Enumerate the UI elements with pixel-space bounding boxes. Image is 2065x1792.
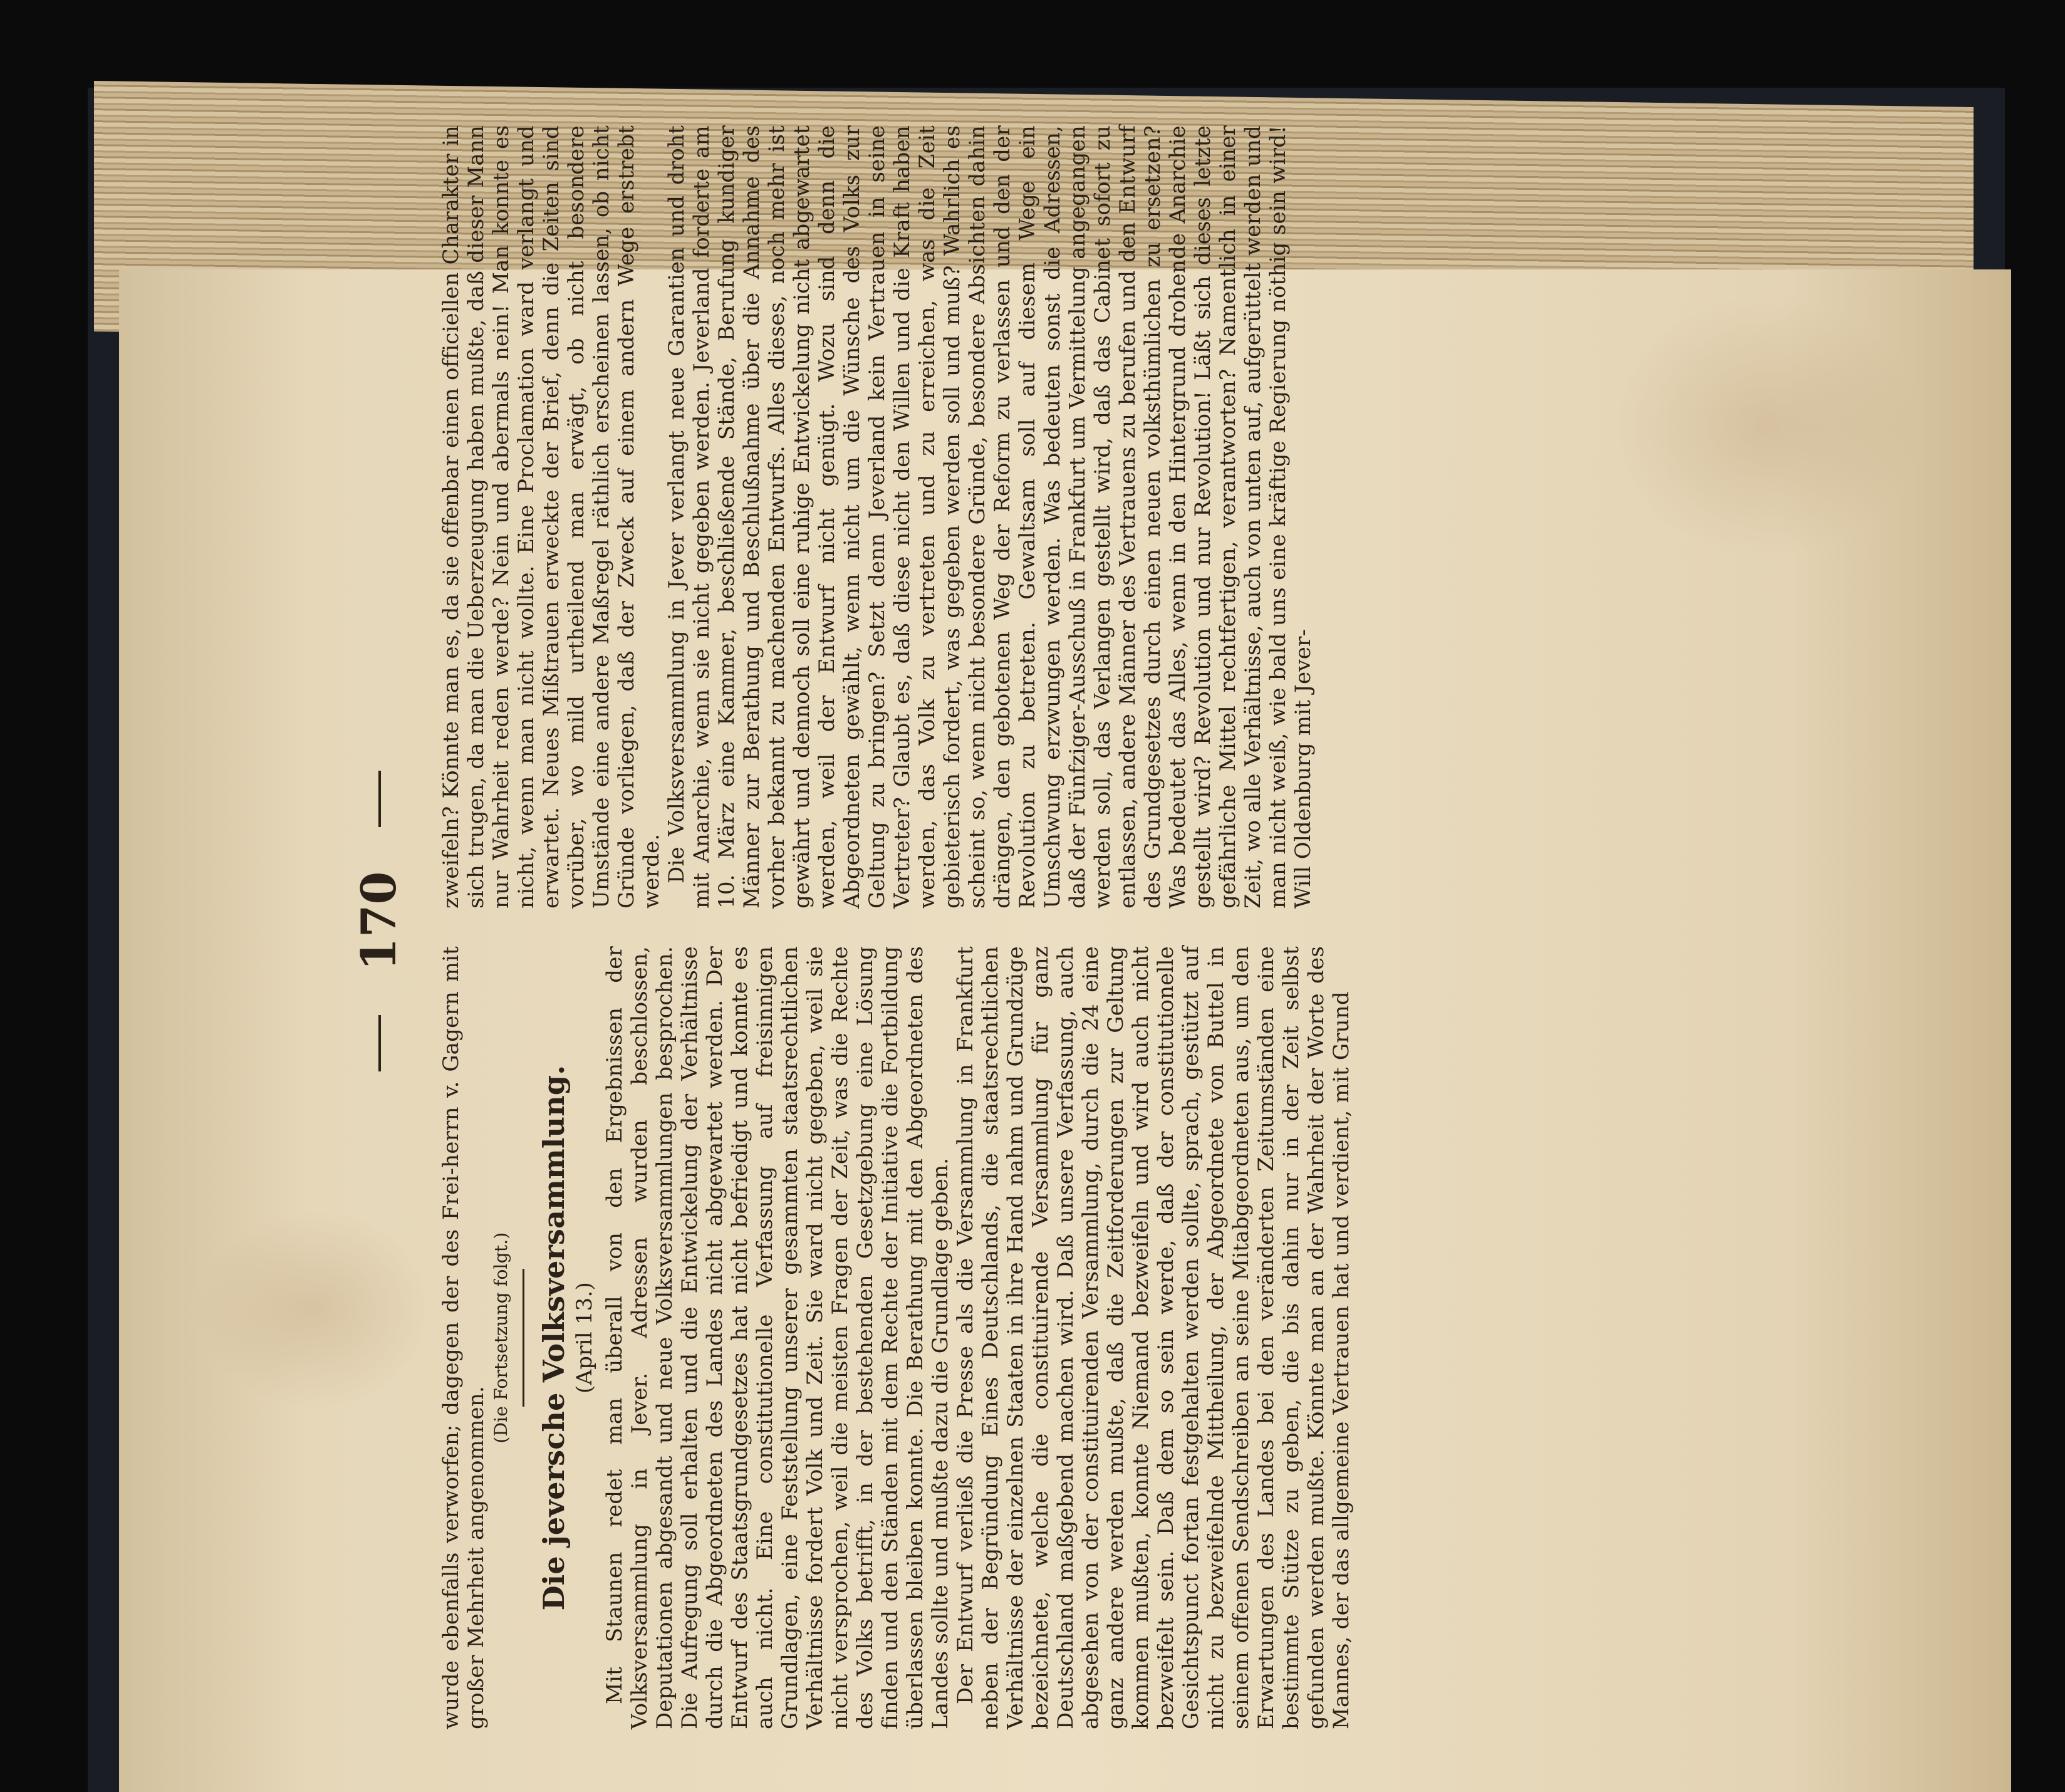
paragraph: Die Volksversammlung in Jever verlangt neue Garantien und droht mit Anarchie, wenn sie nicht gegeben werden. Jeverland forderte am 10. März eine Kammer, beschließende Stände, Berufung kundiger Männer zur Berathung und Beschlußnahme über die Annahme des vorher bekannt zu machenden Entwurfs. Alles dieses, noch mehr ist gewährt und dennoch soll eine ruhige Entwickelung nicht abgewartet werden, weil der Entwurf nicht genügt. Wozu sind denn die Abgeordneten gewählt, wenn nicht um die Wünsche des Volks zur Geltung zu bringen? Setzt denn Jeverland kein Vertrauen in seine Vertreter? Glaubt es, daß diese nicht den Willen und die Kraft haben werden, das Volk zu vertreten und zu erreichen, was die Zeit gebieterisch fordert, was gegeben werden soll und muß? Wahrlich es scheint so, wenn nicht besondere Gründe, besondere Absichten dahin drängen, den gebotenen Weg der Reform zu verlassen und den der Revolution zu betreten. Gewaltsam soll auf diesem Wege ein Umschwung erzwungen werden. Was bedeuten sonst die Adressen, daß der Fünfziger-Ausschuß in Frankfurt um Vermittelung angegangen werden soll, das Verlangen gestellt wird, daß das Cabinet sofort zu entlassen, andere Männer des Vertrauens zu berufen und den Entwurf des Grundgesetzes durch einen neuen volksthümlichen zu ersetzen? Was bedeutet das Alles, wenn in den Hintergrund drohende Anarchie gestellt wird? Revolution und nur Revolution! Läßt sich dieses letzte gefährliche Mittel rechtfertigen, verantworten? Namentlich in einer Zeit, wo alle Verhältnisse, auch von unten auf, aufgerüttelt werden und man nicht weiß, wie bald uns eine kräftige Regierung nöthig sein wird! Will Oldenburg mit Jever- [664,125,1316,909]
carryover-text: wurde ebenfalls verworfen; dagegen der des Frei-herrn v. Gagern mit großer Mehrheit angenommen. [439,946,489,1729]
paragraph: Mit Staunen redet man überall von den Ergebnissen der Volksversammlung in Jever. Adressen wurden beschlossen, Deputationen abgesandt und neue Volksversammlungen besprochen. Die Aufregung soll erhalten und die Entwickelung der Verhältnisse durch die Abgeordneten des Landes nicht abgewartet werden. Der Entwurf des Staatsgrundgesetzes hat nicht befriedigt und konnte es auch nicht. Eine constitutionelle Verfassung auf freisinnigen Grundlagen, eine Feststellung unserer gesammten staatsrechtlichen Verhältnisse fordert Volk und Zeit. Sie ward nicht gegeben, weil sie nicht versprochen, weil die meisten Fragen der Zeit, was die Rechte des Volks betrifft, in der bestehenden Gesetzgebung eine Lösung finden und den Ständen mit dem Rechte der Initiative die Fortbildung überlassen bleiben konnte. Die Berathung mit den Abgeordneten des Landes sollte und mußte dazu die Grundlage geben. [602,946,953,1729]
rotated-page-text [351,94,1761,1773]
article-date: (April 13.) [572,1282,597,1393]
page-number: 170 [351,871,407,971]
left-column [439,946,1354,1729]
header-rule [378,771,381,827]
article-title: Die jeversche Volksversammlung. [537,1065,571,1611]
header-rule [378,1015,381,1071]
section-divider [523,1269,524,1407]
paragraph: Der Entwurf verließ die Presse als die Versammlung in Frankfurt neben der Begründung Eines Deutschlands, die staatsrechtlichen Verhältnisse der einzelnen Staaten in ihre Hand nahm und Grundzüge bezeichnete, welche die constituirende Versammlung für ganz Deutschland maßgebend machen wird. Daß unsere Verfassung, auch abgesehen von der constituirenden Versammlung, durch die 24 eine ganz andere werden mußte, daß die Zeitforderungen zur Geltung kommen mußten, konnte Niemand bezweifeln und wird auch nicht bezweifelt sein. Daß dem so sein werde, daß der constitutionelle Gesichtspunct fortan festgehalten werden sollte, sprach, gestützt auf nicht zu bezweifelnde Mittheilung, der Abgeordnete von Buttel in seinem offenen Sendschreiben an seine Mitabgeordneten aus, um den Erwartungen des Landes bei den veränderten Zeitumständen eine bestimmte Stütze zu geben, die bis dahin nur in der Zeit selbst gefunden werden mußte. Könnte man an der Wahrheit der Worte des Mannes, der das allgemeine Vertrauen hat und verdient, mit Grund [953,946,1354,1729]
paragraph: zweifeln? Könnte man es, da sie offenbar einen officiellen Charakter in sich trugen, da man die Ueberzeugung haben mußte, daß dieser Mann nur Wahrheit reden werde? Nein und abermals nein! Man konnte es nicht, wenn man nicht wollte. Eine Proclamation ward verlangt und erwartet. Neues Mißtrauen erweckte der Brief, denn die Zeiten sind vorüber, wo mild urtheilend man erwägt, ob nicht besondere Umstände eine andere Maßregel räthlich erscheinen lassen, ob nicht Gründe vorliegen, daß der Zweck auf einem andern Wege erstrebt werde. [439,125,664,909]
continued-note: (Die Fortsetzung folgt.) [491,1232,511,1444]
right-column [439,125,1316,909]
